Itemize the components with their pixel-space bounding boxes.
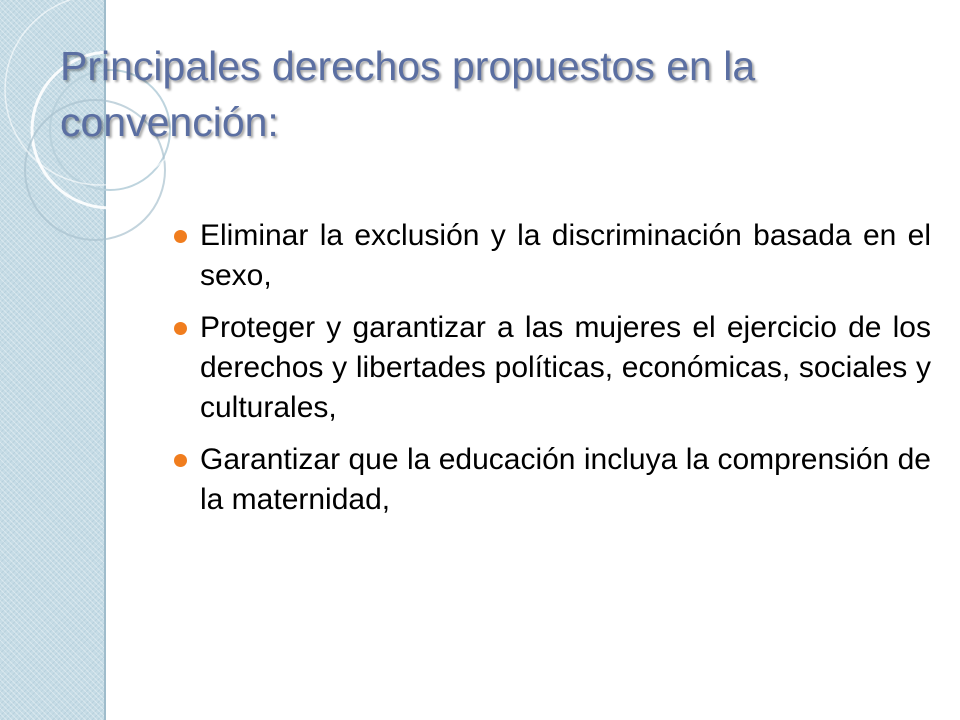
bullet-item [174,440,931,520]
bullet-text: Proteger y garantizar a las mujeres el ejercicio de los derechos y libertades políticas, económicas, sociales y culturales, [200,311,931,424]
orange-dot-bullet-icon [174,230,187,243]
slide-title: Principales derechos propuestos en la convención: [60,43,756,145]
bullet-text: Eliminar la exclusión y la discriminación basada en el sexo, [200,219,931,292]
bullet-item [174,308,931,428]
bullet-list [174,216,931,532]
bullet-text: Garantizar que la educación incluya la comprensión de la maternidad, [200,443,931,516]
orange-dot-bullet-icon [174,454,187,467]
bullet-item [174,216,931,296]
orange-dot-bullet-icon [174,322,187,335]
